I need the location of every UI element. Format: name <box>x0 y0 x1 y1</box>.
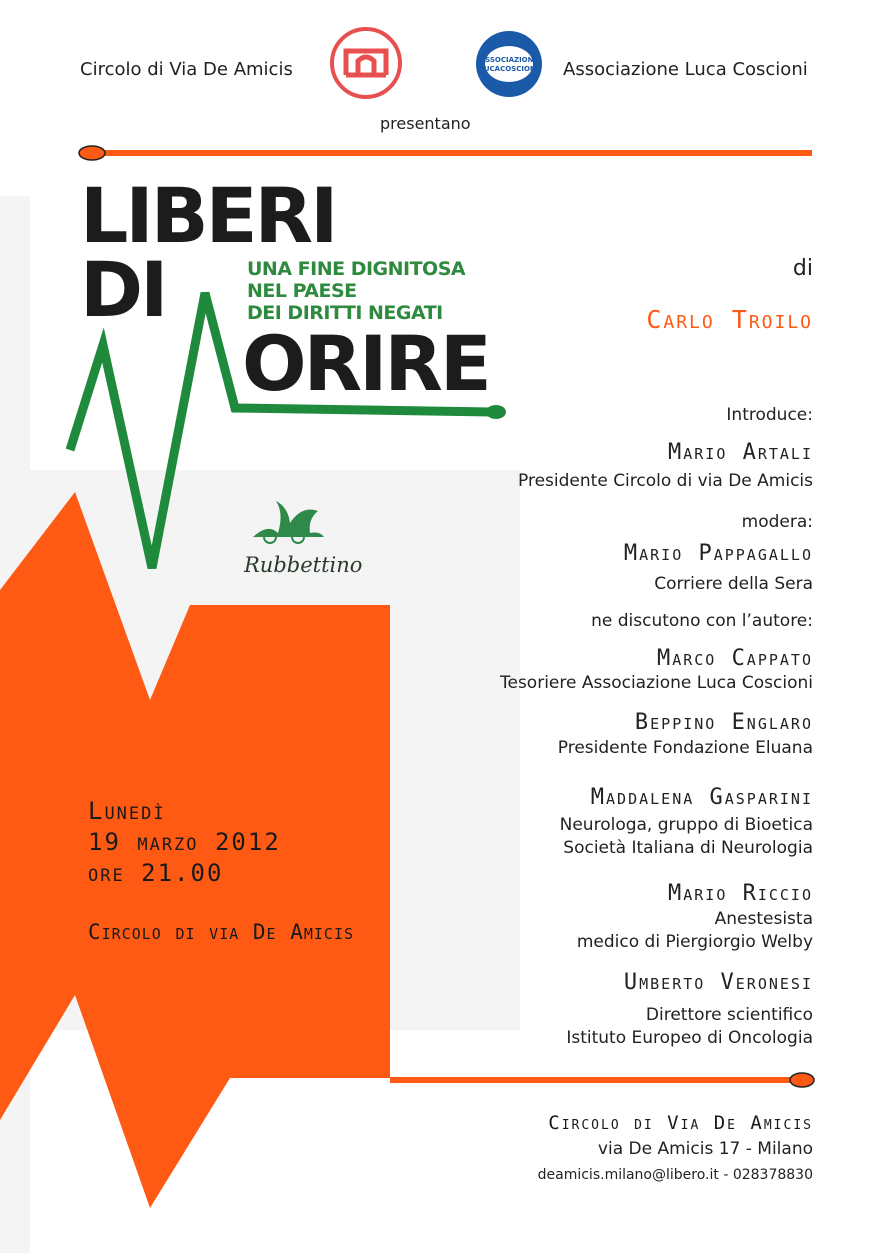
footer-address: via De Amicis 17 - Milano <box>597 1139 813 1159</box>
modera-label: modera: <box>741 512 813 532</box>
author-name: Carlo Troilo <box>646 305 813 334</box>
top-line-end-cap <box>79 146 105 160</box>
coscioni-logo-line2: LUCACOSCIONI <box>479 65 539 73</box>
introducer-role: Presidente Circolo di via De Amicis <box>518 471 813 491</box>
discussant-1-role: Tesoriere Associazione Luca Coscioni <box>500 673 813 693</box>
publisher-name: Rubbettino <box>244 553 363 577</box>
circolo-logo <box>328 25 404 101</box>
discussant-3-role-2: Società Italiana di Neurologia <box>563 838 813 858</box>
subtitle-line2: NEL PAESE <box>247 280 357 302</box>
presentano-text: presentano <box>380 114 471 133</box>
coscioni-logo-line1: ASSOCIAZIONE <box>479 56 539 64</box>
event-venue: Circolo di via De Amicis <box>88 920 355 944</box>
discussant-3-role-1: Neurologa, gruppo di Bioetica <box>559 815 813 835</box>
ecg-end-dot <box>486 405 506 419</box>
bottom-line-end-cap <box>790 1073 814 1087</box>
discussant-5-role-2: Istituto Europeo di Oncologia <box>566 1028 813 1048</box>
subtitle-line1: UNA FINE DIGNITOSA <box>247 258 466 280</box>
publisher-emblem-icon <box>248 493 328 545</box>
moderator-name: Mario Pappagallo <box>623 541 813 566</box>
introduce-label: Introduce: <box>726 405 813 425</box>
book-title-line3: ORIRE <box>242 319 489 408</box>
event-day: Lunedì <box>88 797 166 825</box>
discussant-5-role-1: Direttore scientifico <box>645 1005 813 1025</box>
discussant-2-role: Presidente Fondazione Eluana <box>557 738 813 758</box>
subtitle-line3: DEI DIRITTI NEGATI <box>247 302 443 324</box>
author-di: di <box>792 256 813 281</box>
discussant-4-role-2: medico di Piergiorgio Welby <box>576 932 813 952</box>
discussant-2-name: Beppino Englaro <box>634 710 813 735</box>
introducer-name: Mario Artali <box>667 440 813 465</box>
moderator-role: Corriere della Sera <box>654 574 813 594</box>
event-date: 19 marzo 2012 <box>88 828 281 856</box>
footer-venue: Circolo di Via De Amicis <box>548 1112 813 1134</box>
event-time: ore 21.00 <box>88 859 224 887</box>
discussant-5-name: Umberto Veronesi <box>623 970 813 995</box>
coscioni-logo <box>474 30 544 98</box>
footer-contact: deamicis.milano@libero.it - 028378830 <box>537 1167 813 1183</box>
discussant-4-role-1: Anestesista <box>714 909 813 929</box>
book-subtitle <box>247 258 465 324</box>
book-title-line2: DI <box>80 245 166 334</box>
discussant-1-name: Marco Cappato <box>656 646 813 671</box>
right-org-name: Associazione Luca Coscioni <box>563 59 808 80</box>
discussant-4-name: Mario Riccio <box>667 881 813 906</box>
left-org-name: Circolo di Via De Amicis <box>80 59 293 80</box>
discussants-label: ne discutono con l’autore: <box>591 611 813 631</box>
discussant-3-name: Maddalena Gasparini <box>590 785 813 810</box>
book-title-line1: LIBERI <box>80 171 336 260</box>
